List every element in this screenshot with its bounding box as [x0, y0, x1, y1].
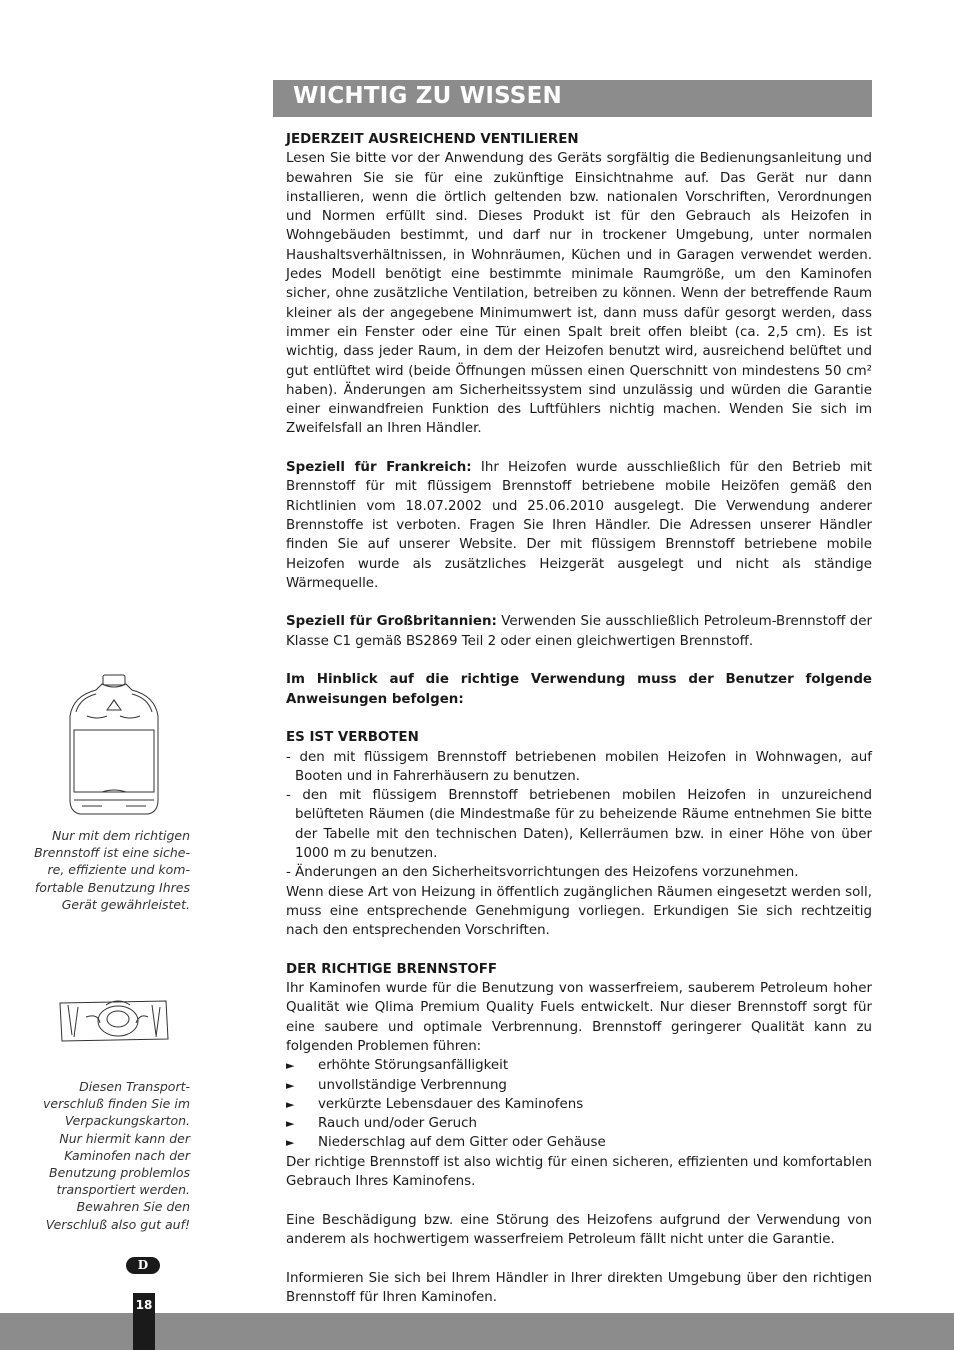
forbidden-item: - Änderungen an den Sicherheitsvorrichtungen des Heizofens vorzunehmen. [286, 865, 799, 881]
bullet-triangle-icon: ► [286, 1078, 295, 1092]
language-badge: D [126, 1257, 160, 1274]
list-item: ► Niederschlag auf dem Gitter oder Gehäuse [286, 1133, 872, 1152]
bullet-triangle-icon: ► [286, 1097, 295, 1111]
transport-cap-icon [56, 995, 172, 1047]
ventilation-text: Lesen Sie bitte vor der Anwendung des Geräts sorgfältig die Bedienungsanleitung und bewahren Sie sie für eine zukünftige Einsichtnahme auf. Das Gerät nur dann installieren, wenn die örtlich geltenden bzw. nationalen Vorschriften, Verordnungen und Normen erfüllt sind. Dieses Produkt ist für den Gebrauch als Heizofen in Wohngebäuden bestimmt, und darf nur in trockener Umgebung, unter normalen Haushaltsverhältnissen, in Wohnräumen, Küchen und in Garagen verwendet werden. Jedes Modell benötigt eine bestimmte minimale Raumgröße, um den Kaminofen sicher, ohne zusätzliche Ventilation, betreiben zu können. Wenn der betreffende Raum kleiner als der angegebene Minimumwert ist, dann muss dafür gesorgt werden, dass immer ein Fenster oder eine Tür einen Spalt breit offen bleibt (ca. 2,5 cm). Es ist wichtig, dass jeder Raum, in dem der Heizofen benutzt wird, ausreichend belüftet und gut entlüftet wird (beide Öffnungen müssen einen Querschnitt von mindestens 50 cm² haben). Änderungen am Sicherheitssystem sind unzulässig und würden die Garantie einer einwandfreien Funktion des Luftfühlers nichtig machen. Wenden Sie sich im Zweifelsfall an Ihren Händler. [286, 151, 872, 437]
fuel-text: Ihr Kaminofen wurde für die Benutzung von wasserfreiem, sauberem Petroleum hoher Qualität wie Qlima Premium Quality Fuels entwickelt. Nur dieser Brennstoff sorgt für eine saubere und optimale Verbrennung. Brennstoff geringerer Qualität kann zu folgenden Problemen führen: [286, 981, 872, 1054]
list-item: ► erhöhte Störungsanfälligkeit [286, 1056, 872, 1075]
dealer-text: Informieren Sie sich bei Ihrem Händler in Ihrer direkten Umgebung über den richtigen Brennstoff für Ihren Kaminofen. [286, 1270, 872, 1305]
uk-label: Speziell für Großbritannien: [286, 614, 497, 630]
recycle-icon [107, 700, 121, 710]
forbidden-item: - den mit flüssigem Brennstoff betriebenen mobilen Heizofen in Wohnwagen, auf Booten und in Fahrerhäusern zu benutzen. [286, 749, 872, 784]
uk-paragraph [286, 612, 872, 651]
usage-note: Im Hinblick auf die richtige Verwendung muss der Benutzer folgende Anweisungen befolgen: [286, 672, 872, 707]
list-item: ► Rauch und/oder Geruch [286, 1114, 872, 1133]
list-item: ► unvollständige Verbrennung [286, 1076, 872, 1095]
bullet-triangle-icon: ► [286, 1136, 295, 1150]
warranty-text: Eine Beschädigung bzw. eine Störung des Heizofens aufgrund der Verwendung von anderem als hochwertigem wasserfreiem Petroleum fällt nicht unter die Garantie. [286, 1212, 872, 1247]
forbidden-item: - den mit flüssigem Brennstoff betriebenen mobilen Heizofen in unzureichend belüfteten Räumen (die Mindestmaße für zu beheizende Räume entnehmen Sie bitte der Tabelle mit den technischen Daten), Kellerräumen bzw. in einer Höhe von über 1000 m zu benutzen. [286, 788, 872, 861]
fuel-conclusion: Der richtige Brennstoff ist also wichtig für einen sicheren, effizienten und komfortablen Gebrauch Ihres Kaminofens. [286, 1154, 872, 1190]
fuel-heading: DER RICHTIGE BRENNSTOFF [286, 961, 498, 977]
title-bar [273, 80, 872, 117]
france-text: Ihr Heizofen wurde ausschließlich für den Betrieb mit Brennstoff für mit flüssigem Brennstoff betriebene mobile Heizöfen gemäß den Richtlinien vom 18.07.2002 und 25.06.2010 ausgelegt. Die Verwendung anderer Brennstoffe ist verboten. Fragen Sie Ihren Händler. Die Adressen unserer Händler finden Sie auf unserer Website. Der mit flüssigem Brennstoff betriebene mobile Heizofen wurde als zusätzliches Heizgerät ausgelegt und nicht als ständige Wärmequelle. [286, 460, 872, 591]
main-content [286, 130, 872, 1307]
page-title: WICHTIG ZU WISSEN [293, 83, 562, 109]
uk-text: Verwenden Sie ausschließlich Petroleum-Brennstoff der Klasse C1 gemäß BS2869 Teil 2 oder einen gleichwertigen Brennstoff. [286, 614, 872, 649]
france-label: Speziell für Frankreich: [286, 460, 472, 476]
forbidden-heading: ES IST VERBOTEN [286, 730, 419, 746]
bullet-triangle-icon: ► [286, 1117, 295, 1131]
list-item: ► verkürzte Lebensdauer des Kaminofens [286, 1095, 872, 1114]
page-number: 18 [133, 1293, 155, 1350]
france-paragraph [286, 458, 872, 593]
public-text: Wenn diese Art von Heizung in öffentlich zugänglichen Räumen eingesetzt werden soll, muss eine entsprechende Genehmigung vorliegen. Erkundigen Sie sich rechtzeitig nach den entsprechenden Vorschriften. [286, 884, 872, 939]
caption-transport-cap: Diesen Transport- verschluß finden Sie im Verpackungskarton. Nur hiermit kann der Kaminofen nach der Benutzung problemlos transportiert werden. Bewahren Sie den Verschluß also gut auf! [42, 1079, 190, 1232]
fuel-canister-illustration [62, 672, 166, 820]
caption-canister: Nur mit dem richtigen Brennstoff ist eine siche- re, effiziente und kom- fortable Benutzung Ihres Gerät gewährleistet. [34, 828, 190, 912]
ventilation-heading: JEDERZEIT AUSREICHEND VENTILIEREN [286, 132, 579, 147]
bullet-triangle-icon: ► [286, 1059, 295, 1073]
